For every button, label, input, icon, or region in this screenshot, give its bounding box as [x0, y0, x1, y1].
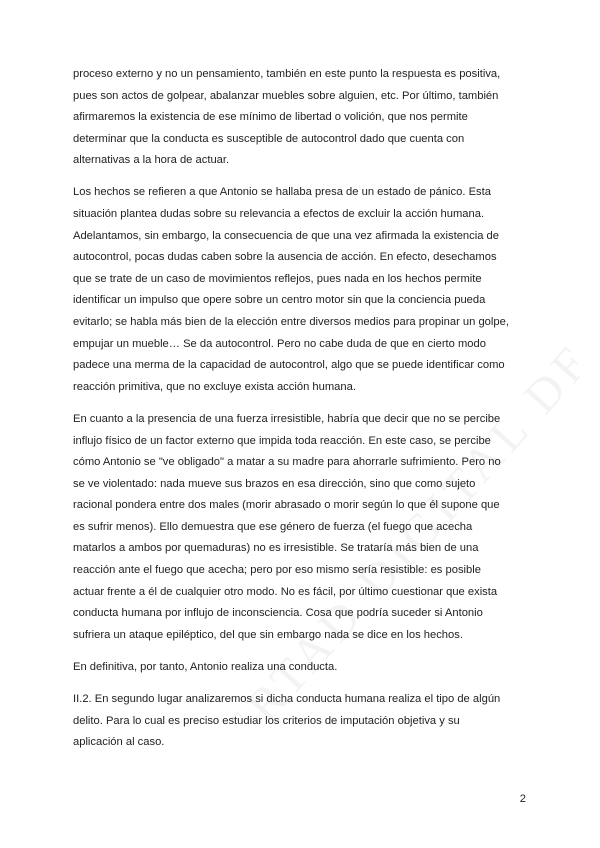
text-line: autocontrol, pocas dudas caben sobre la ausencia de acción. En efecto, desechamos [73, 251, 497, 264]
text-line: racional pondera entre dos males (morir abrasado o morir según lo que él supone que [73, 499, 500, 512]
text-line: cómo Antonio se "ve obligado" a matar a su madre para ahorrarle sufrimiento. Pero no [73, 456, 501, 469]
text-line: empujar un mueble… Se da autocontrol. Pero no cabe duda de que en cierto modo [73, 337, 486, 350]
text-line: matarlos a ambos por quemaduras) no es irresistible. Se trataría más bien de una [73, 542, 479, 555]
document-body [73, 64, 531, 764]
text-line: reacción ante el fuego que acecha; pero por eso mismo sería resistible: es posible [73, 564, 481, 577]
text-line: II.2. En segundo lugar analizaremos si dicha conducta humana realiza el tipo de algún [73, 693, 501, 706]
text-line: reacción primitiva, que no excluye exista acción humana. [73, 380, 356, 393]
text-line: padece una merma de la capacidad de autocontrol, algo que se puede identificar como [73, 359, 505, 372]
text-line: evitarlo; se habla más bien de la elección entre diversos medios para propinar un golpe, [73, 316, 509, 329]
text-line: Adelantamos, sin embargo, la consecuencia de que una vez afirmada la existencia de [73, 229, 500, 242]
paragraph-3 [73, 409, 531, 647]
text-line: actuar frente a él de cualquier otro modo. No es fácil, por último cuestionar que exista [73, 585, 498, 598]
text-line: proceso externo y no un pensamiento, también en este punto la respuesta es positiva, [73, 68, 501, 80]
text-line: delito. Para lo cual es preciso estudiar los criterios de imputación objetiva y su [73, 714, 460, 727]
text-line: determinar que la conducta es susceptible de autocontrol dado que cuenta con [73, 132, 465, 145]
text-line: Los hechos se refieren a que Antonio se hallaba presa de un estado de pánico. Esta [73, 186, 491, 199]
paragraph-5 [73, 689, 531, 754]
paragraph-4 [73, 657, 531, 679]
text-line: En cuanto a la presencia de una fuerza irresistible, habría que decir que no se percibe [73, 412, 501, 425]
text-line: situación plantea dudas sobre su relevancia a efectos de excluir la acción humana. [73, 208, 485, 221]
text-line: alternativas a la hora de actuar. [73, 154, 230, 167]
paragraph-1 [73, 64, 531, 172]
text-line: aplicación al caso. [73, 736, 165, 749]
text-line: se ve violentado: nada mueve sus brazos en esa dirección, sino que como sujeto [73, 477, 476, 490]
text-line: es sufrir menos). Ello demuestra que ese género de fuerza (el fuego que acecha [73, 520, 473, 533]
paragraph-2 [73, 182, 531, 398]
text-line: pues son actos de golpear, abalanzar muebles sobre alguien, etc. Por último, también [73, 89, 499, 102]
text-line: influjo físico de un factor externo que impida toda reacción. En este caso, se percibe [73, 434, 491, 447]
text-line: conducta humana por influjo de inconsciencia. Cosa que podría suceder si Antonio [73, 607, 483, 620]
page-number: 2 [519, 793, 526, 805]
text-line: afirmaremos la existencia de ese mínimo de libertad o volición, que nos permite [73, 111, 468, 124]
text-line: En definitiva, por tanto, Antonio realiza una conducta. [73, 660, 338, 673]
text-line: que se trate de un caso de movimientos reflejos, pues nada en los hechos permite [73, 272, 482, 285]
text-line: identificar un impulso que opere sobre un centro motor sin que la conciencia pueda [73, 294, 486, 307]
text-line: sufriera un ataque epiléptico, del que sin embargo nada se dice en los hechos. [73, 628, 463, 641]
